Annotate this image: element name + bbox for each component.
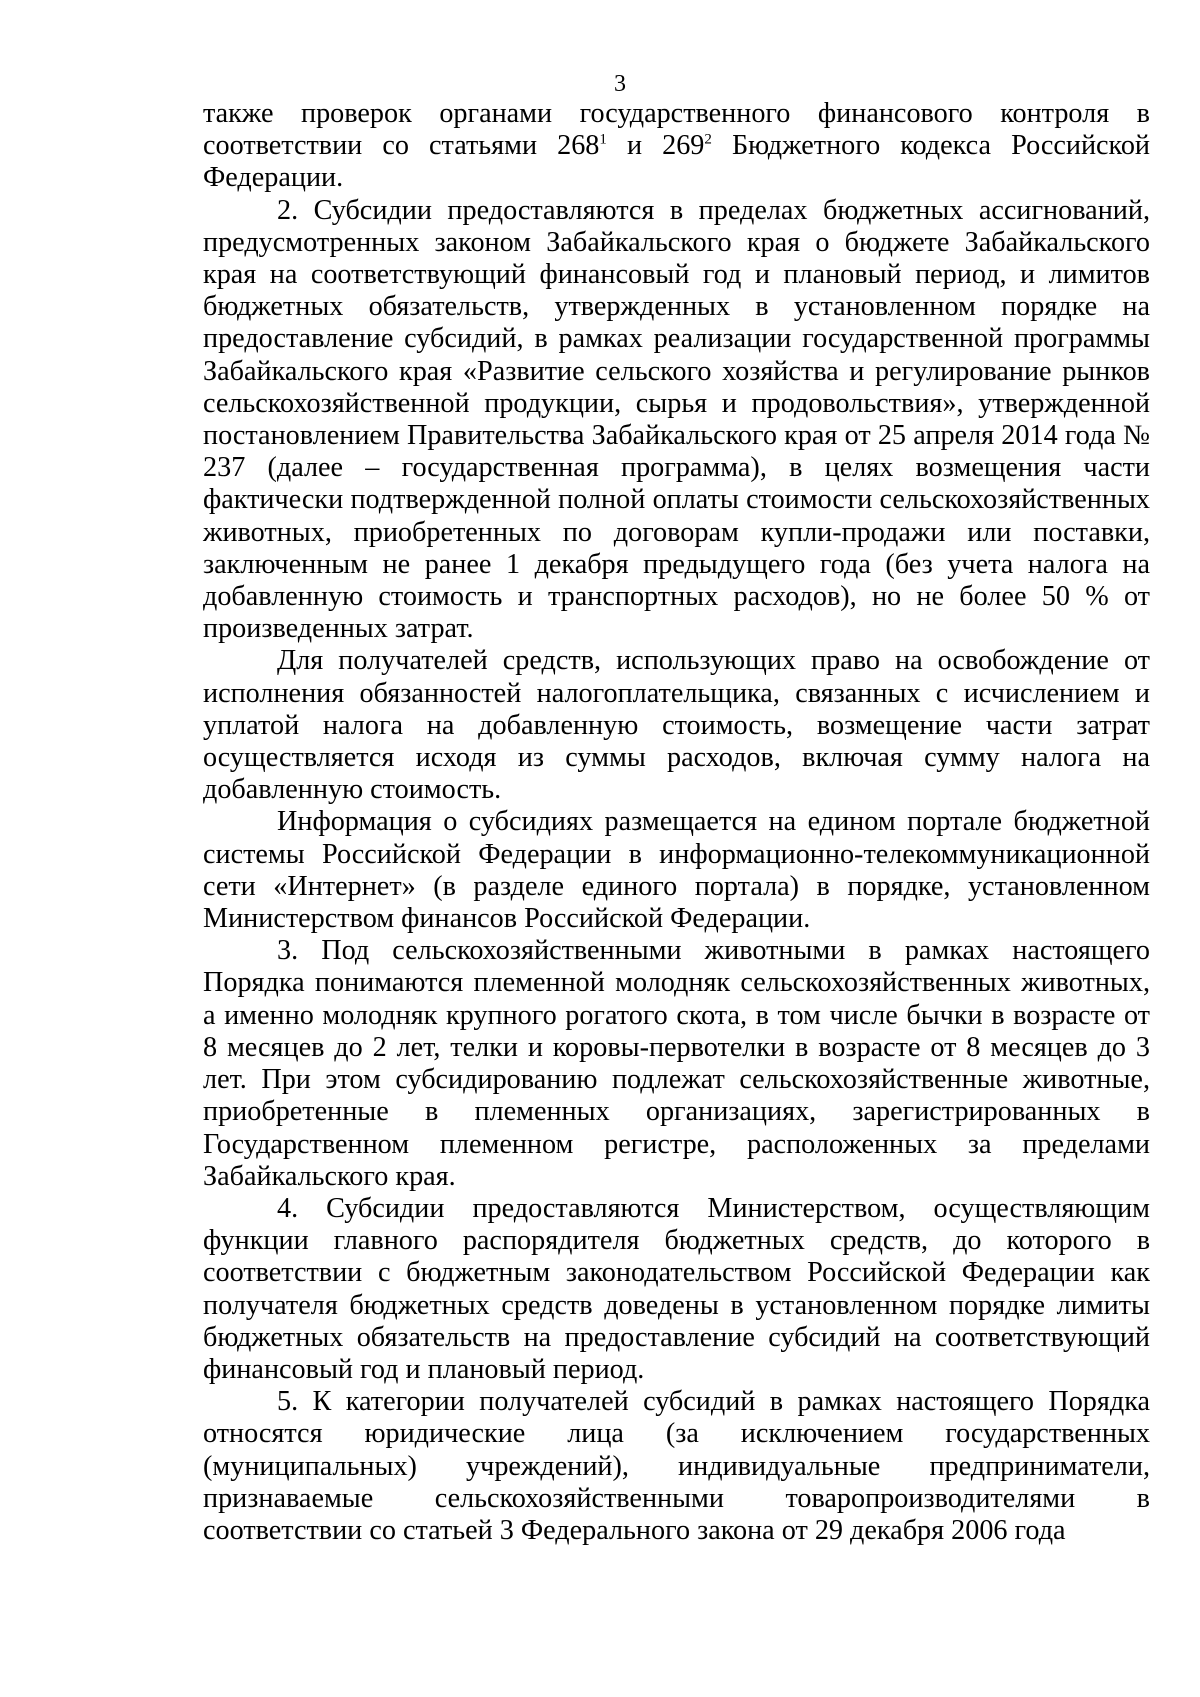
paragraph bbox=[203, 195, 1150, 646]
paragraph-text: Информация о субсидиях размещается на едином портале бюджетной системы Российской Федерации в информационно-телекоммуникационной сети «Интернет» (в разделе единого портала) в порядке, установленном Министерством финансов Российской Федерации. bbox=[203, 806, 1150, 935]
paragraph bbox=[203, 98, 1150, 195]
document-body bbox=[203, 98, 1150, 1547]
paragraph-text: 4. Субсидии предоставляются Министерством, осуществляющим функции главного распорядителя бюджетных средств, до которого в соответствии с бюджетным законодательством Российской Федерации как получателя бюджетных средств доведены в установленном порядке лимиты бюджетных обязательств на предоставление субсидий на соответствующий финансовый год и плановый период. bbox=[203, 1192, 1150, 1385]
paragraph bbox=[203, 935, 1150, 1193]
paragraph-text: также проверок органами государственного финансового контроля в соответствии со статьями 268 bbox=[203, 98, 1150, 162]
paragraph-text: 2. Субсидии предоставляются в пределах бюджетных ассигнований, предусмотренных законом Забайкальского края о бюджете Забайкальского края на соответствующий финансовый год и плановый период, и лимитов бюджетных обязательств, утвержденных в установленном порядке на предоставление субсидий, в рамках реализации государственной программы Забайкальского края «Развитие сельского хозяйства и регулирование рынков сельскохозяйственной продукции, сырья и продовольствия», утвержденной постановлением Правительства Забайкальского края от 25 апреля 2014 года № 237 (далее – государственная программа), в целях возмещения части фактически подтвержденной полной оплаты стоимости сельскохозяйственных животных, приобретенных по договорам купли-продажи или поставки, заключенным не ранее 1 декабря предыдущего года (без учета налога на добавленную стоимость и транспортных расходов), но не более 50 % от произведенных затрат. bbox=[203, 194, 1150, 645]
paragraph-text: 5. К категории получателей субсидий в рамках настоящего Порядка относятся юридические лица (за исключением государственных (муниципальных) учреждений), индивидуальные предприниматели, признаваемые сельскохозяйственными товаропроизводителями в соответствии со статьей 3 Федерального закона от 29 декабря 2006 года bbox=[203, 1386, 1150, 1546]
paragraph-text: 3. Под сельскохозяйственными животными в рамках настоящего Порядка понимаются племенной молодняк сельскохозяйственных животных, а именно молодняк крупного рогатого скота, в том числе бычки в возрасте от 8 месяцев до 2 лет, телки и коровы-первотелки в возрасте от 8 месяцев до 3 лет. При этом субсидированию подлежат сельскохозяйственные животные, приобретенные в племенных организациях, зарегистрированных в Государственном племенном регистре, расположенных за пределами Забайкальского края. bbox=[203, 935, 1150, 1192]
paragraph bbox=[203, 1193, 1150, 1386]
paragraph bbox=[203, 645, 1150, 806]
paragraph-text: и 269 bbox=[606, 130, 705, 162]
footnote-superscript: 2 bbox=[704, 131, 712, 148]
paragraph-text: Бюджетного кодекса Российской Федерации. bbox=[203, 130, 1151, 194]
paragraph-text: Для получателей средств, использующих право на освобождение от исполнения обязанностей налогоплательщика, связанных с исчислением и уплатой налога на добавленную стоимость, возмещение части затрат осуществляется исходя из суммы расходов, включая сумму налога на добавленную стоимость. bbox=[203, 645, 1150, 806]
page-number: 3 bbox=[614, 71, 626, 97]
paragraph bbox=[203, 806, 1150, 935]
footnote-superscript: 1 bbox=[599, 131, 607, 148]
paragraph bbox=[203, 1386, 1150, 1547]
